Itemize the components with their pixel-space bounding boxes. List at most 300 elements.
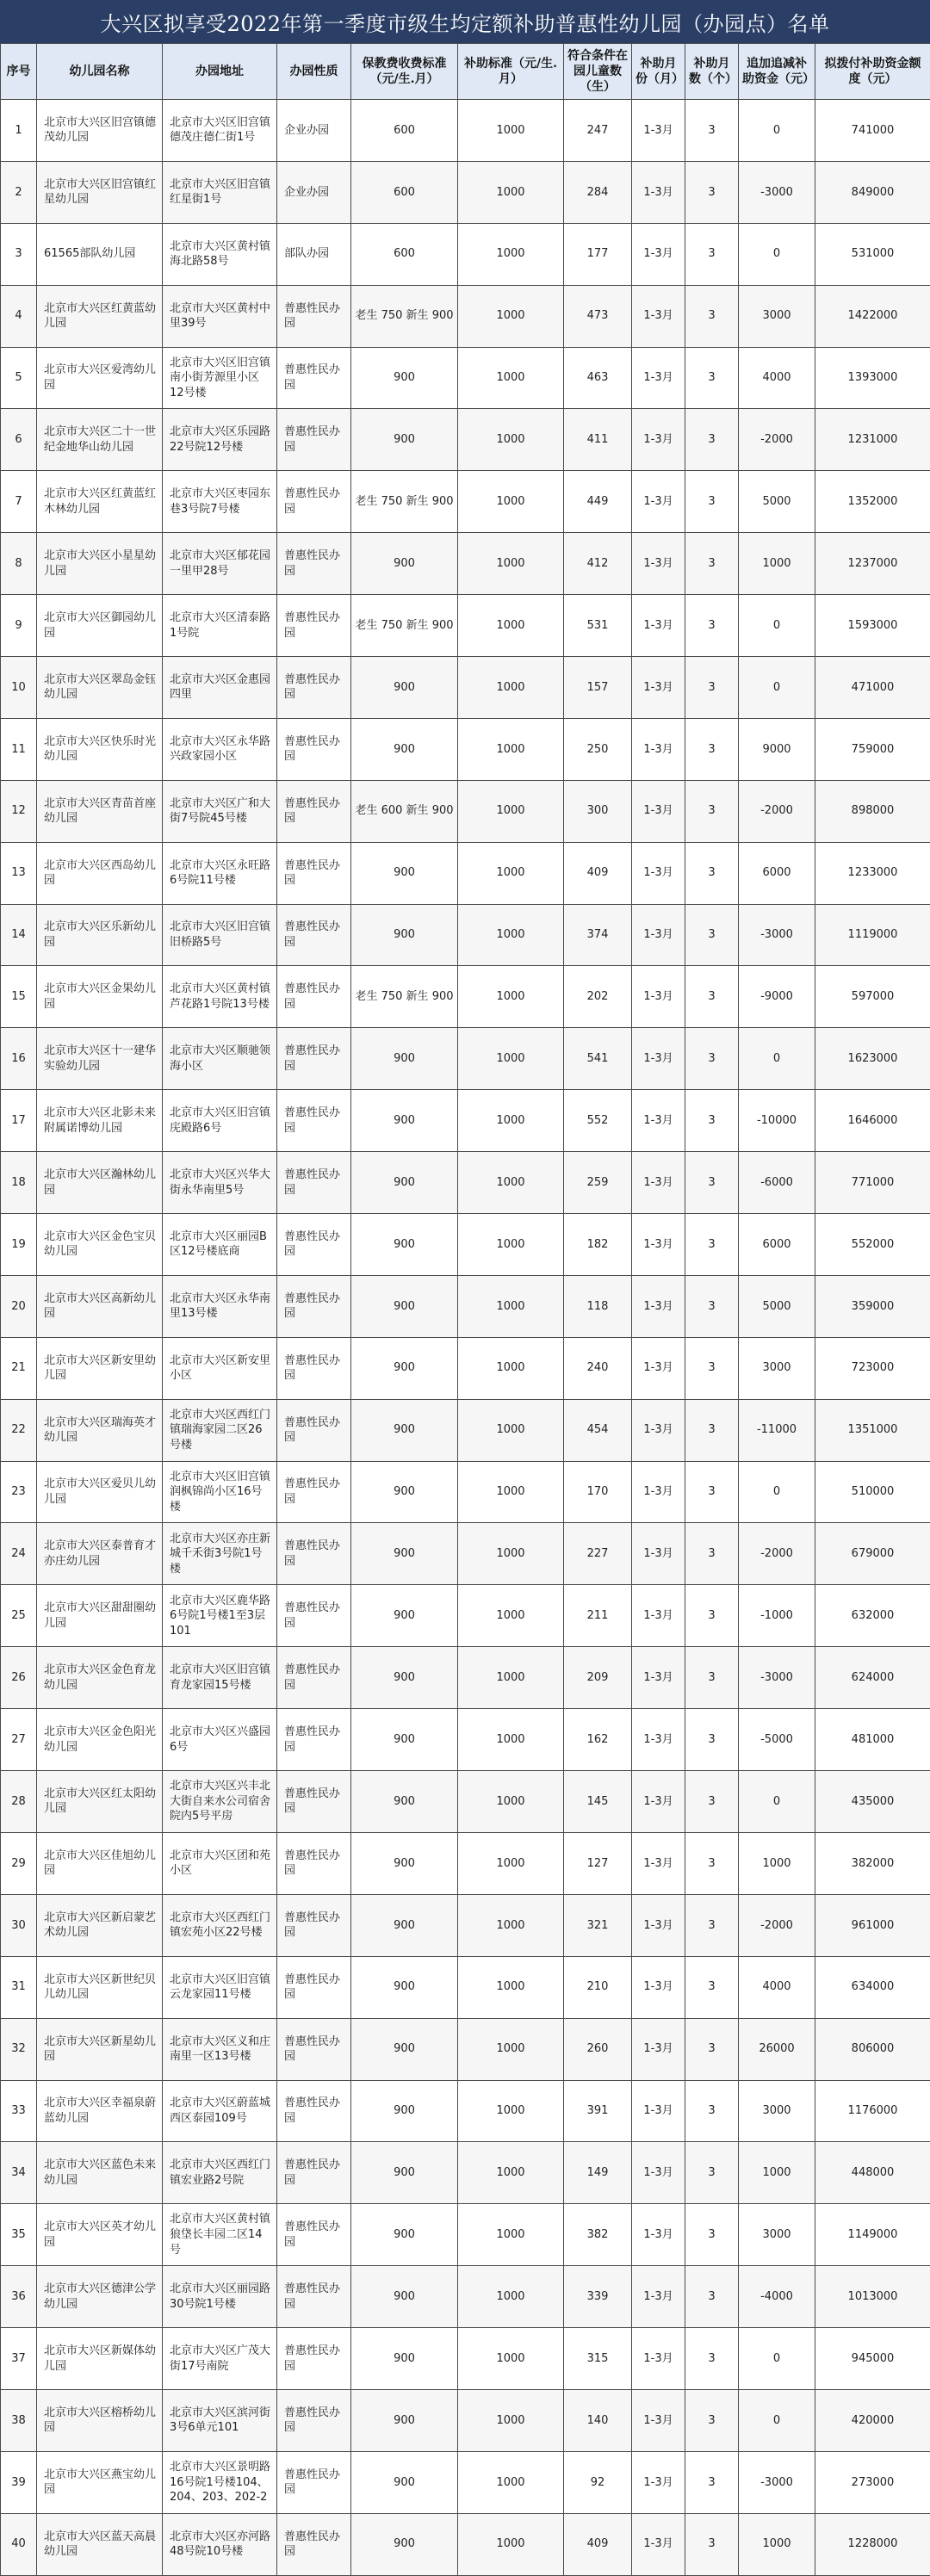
cell-name: 北京市大兴区翠岛金钰幼儿园	[37, 657, 163, 719]
cell-index: 25	[1, 1585, 37, 1647]
cell-total: 961000	[815, 1894, 930, 1956]
table-row	[1, 1832, 930, 1894]
table-row	[1, 161, 930, 223]
cell-index: 31	[1, 1956, 37, 2018]
cell-months: 1-3月	[632, 1090, 685, 1152]
cell-total: 448000	[815, 2142, 930, 2204]
cell-index: 26	[1, 1647, 37, 1709]
cell-index: 24	[1, 1523, 37, 1585]
cell-index: 18	[1, 1152, 37, 1214]
cell-children-count: 211	[564, 1585, 632, 1647]
cell-month-count: 3	[685, 1337, 739, 1399]
table-row	[1, 1956, 930, 2018]
header-total: 拟拨付补助资金额度（元）	[815, 44, 930, 100]
cell-fee-standard: 老生 750 新生 900	[351, 966, 458, 1028]
cell-month-count: 3	[685, 2266, 739, 2328]
cell-months: 1-3月	[632, 1709, 685, 1771]
cell-children-count: 92	[564, 2451, 632, 2513]
cell-subsidy-standard: 1000	[458, 1894, 564, 1956]
cell-fee-standard: 900	[351, 657, 458, 719]
cell-children-count: 382	[564, 2204, 632, 2266]
cell-index: 8	[1, 533, 37, 595]
cell-index: 5	[1, 347, 37, 409]
cell-subsidy-standard: 1000	[458, 2513, 564, 2575]
table-row	[1, 1647, 930, 1709]
cell-address: 北京市大兴区景明路16号院1号楼104、204、203、202-2	[163, 2451, 277, 2513]
cell-index: 16	[1, 1028, 37, 1090]
cell-name: 北京市大兴区金果幼儿园	[37, 966, 163, 1028]
cell-address: 北京市大兴区兴丰北大街自来水公司宿舍院内5号平房	[163, 1771, 277, 1833]
cell-adjustment: 4000	[739, 1956, 815, 2018]
cell-index: 3	[1, 223, 37, 285]
cell-name: 61565部队幼儿园	[37, 223, 163, 285]
cell-type: 普惠性民办园	[277, 1028, 351, 1090]
cell-fee-standard: 900	[351, 1585, 458, 1647]
cell-months: 1-3月	[632, 2018, 685, 2080]
table-row	[1, 780, 930, 842]
cell-adjustment: 0	[739, 657, 815, 719]
cell-subsidy-standard: 1000	[458, 595, 564, 657]
cell-subsidy-standard: 1000	[458, 2389, 564, 2451]
cell-adjustment: 26000	[739, 2018, 815, 2080]
cell-address: 北京市大兴区广和大街7号院45号楼	[163, 780, 277, 842]
cell-month-count: 3	[685, 1461, 739, 1523]
cell-children-count: 118	[564, 1275, 632, 1337]
cell-adjustment: 3000	[739, 285, 815, 347]
cell-month-count: 3	[685, 1090, 739, 1152]
cell-type: 普惠性民办园	[277, 1647, 351, 1709]
cell-name: 北京市大兴区泰普育才亦庄幼儿园	[37, 1523, 163, 1585]
cell-total: 531000	[815, 223, 930, 285]
cell-address: 北京市大兴区乐园路22号院12号楼	[163, 409, 277, 471]
cell-name: 北京市大兴区西岛幼儿园	[37, 842, 163, 904]
cell-fee-standard: 900	[351, 904, 458, 966]
cell-months: 1-3月	[632, 904, 685, 966]
cell-subsidy-standard: 1000	[458, 2142, 564, 2204]
cell-subsidy-standard: 1000	[458, 1832, 564, 1894]
cell-name: 北京市大兴区榕桥幼儿园	[37, 2389, 163, 2451]
cell-children-count: 227	[564, 1523, 632, 1585]
cell-children-count: 240	[564, 1337, 632, 1399]
cell-fee-standard: 900	[351, 842, 458, 904]
cell-fee-standard: 900	[351, 1399, 458, 1461]
cell-index: 22	[1, 1399, 37, 1461]
cell-adjustment: 0	[739, 1771, 815, 1833]
cell-subsidy-standard: 1000	[458, 533, 564, 595]
cell-fee-standard: 900	[351, 1275, 458, 1337]
cell-children-count: 250	[564, 718, 632, 780]
cell-total: 420000	[815, 2389, 930, 2451]
cell-months: 1-3月	[632, 1214, 685, 1276]
cell-index: 35	[1, 2204, 37, 2266]
cell-address: 北京市大兴区永旺路6号院11号楼	[163, 842, 277, 904]
cell-subsidy-standard: 1000	[458, 1956, 564, 2018]
header-months: 补助月份（月）	[632, 44, 685, 100]
cell-name: 北京市大兴区旧宫镇德茂幼儿园	[37, 100, 163, 162]
cell-children-count: 247	[564, 100, 632, 162]
cell-children-count: 300	[564, 780, 632, 842]
cell-address: 北京市大兴区蔚蓝城西区泰园109号	[163, 2080, 277, 2142]
cell-fee-standard: 900	[351, 1461, 458, 1523]
cell-month-count: 3	[685, 966, 739, 1028]
cell-index: 23	[1, 1461, 37, 1523]
cell-name: 北京市大兴区德津公学幼儿园	[37, 2266, 163, 2328]
cell-name: 北京市大兴区快乐时光幼儿园	[37, 718, 163, 780]
cell-subsidy-standard: 1000	[458, 1214, 564, 1276]
cell-adjustment: -10000	[739, 1090, 815, 1152]
cell-month-count: 3	[685, 1647, 739, 1709]
cell-month-count: 3	[685, 2080, 739, 2142]
cell-fee-standard: 900	[351, 2204, 458, 2266]
cell-type: 普惠性民办园	[277, 595, 351, 657]
cell-address: 北京市大兴区鹿华路6号院1号楼1至3层101	[163, 1585, 277, 1647]
table-body	[1, 100, 930, 2576]
table-row	[1, 2204, 930, 2266]
cell-month-count: 3	[685, 409, 739, 471]
cell-name: 北京市大兴区佳旭幼儿园	[37, 1832, 163, 1894]
cell-type: 普惠性民办园	[277, 1523, 351, 1585]
cell-type: 普惠性民办园	[277, 1461, 351, 1523]
cell-fee-standard: 老生 750 新生 900	[351, 285, 458, 347]
cell-total: 1593000	[815, 595, 930, 657]
cell-fee-standard: 900	[351, 1337, 458, 1399]
cell-name: 北京市大兴区新安里幼儿园	[37, 1337, 163, 1399]
cell-adjustment: -9000	[739, 966, 815, 1028]
cell-adjustment: -1000	[739, 1585, 815, 1647]
cell-address: 北京市大兴区旧宫镇旧桥路5号	[163, 904, 277, 966]
cell-children-count: 374	[564, 904, 632, 966]
cell-name: 北京市大兴区金色阳光幼儿园	[37, 1709, 163, 1771]
table-row	[1, 1337, 930, 1399]
cell-subsidy-standard: 1000	[458, 2451, 564, 2513]
cell-children-count: 409	[564, 842, 632, 904]
table-row	[1, 966, 930, 1028]
cell-month-count: 3	[685, 285, 739, 347]
cell-total: 1149000	[815, 2204, 930, 2266]
cell-index: 7	[1, 471, 37, 533]
cell-type: 普惠性民办园	[277, 2204, 351, 2266]
cell-months: 1-3月	[632, 1461, 685, 1523]
cell-index: 1	[1, 100, 37, 162]
cell-total: 771000	[815, 1152, 930, 1214]
cell-index: 30	[1, 1894, 37, 1956]
cell-months: 1-3月	[632, 1585, 685, 1647]
cell-name: 北京市大兴区新星幼儿园	[37, 2018, 163, 2080]
cell-address: 北京市大兴区丽园B区12号楼底商	[163, 1214, 277, 1276]
cell-adjustment: 1000	[739, 2142, 815, 2204]
cell-fee-standard: 900	[351, 2018, 458, 2080]
cell-subsidy-standard: 1000	[458, 409, 564, 471]
cell-index: 21	[1, 1337, 37, 1399]
cell-month-count: 3	[685, 842, 739, 904]
cell-type: 普惠性民办园	[277, 1214, 351, 1276]
cell-total: 1393000	[815, 347, 930, 409]
cell-index: 27	[1, 1709, 37, 1771]
cell-months: 1-3月	[632, 2513, 685, 2575]
cell-total: 1013000	[815, 2266, 930, 2328]
table-row	[1, 904, 930, 966]
cell-address: 北京市大兴区亦庄新城千禾街3号院1号楼	[163, 1523, 277, 1585]
cell-name: 北京市大兴区二十一世纪金地华山幼儿园	[37, 409, 163, 471]
cell-address: 北京市大兴区金惠园四里	[163, 657, 277, 719]
table-row	[1, 1523, 930, 1585]
cell-fee-standard: 900	[351, 1709, 458, 1771]
cell-adjustment: 5000	[739, 471, 815, 533]
cell-month-count: 3	[685, 1894, 739, 1956]
cell-subsidy-standard: 1000	[458, 285, 564, 347]
cell-month-count: 3	[685, 904, 739, 966]
cell-index: 29	[1, 1832, 37, 1894]
cell-type: 普惠性民办园	[277, 1771, 351, 1833]
cell-months: 1-3月	[632, 285, 685, 347]
table-row	[1, 2266, 930, 2328]
cell-type: 普惠性民办园	[277, 2513, 351, 2575]
cell-children-count: 552	[564, 1090, 632, 1152]
cell-month-count: 3	[685, 2328, 739, 2390]
cell-subsidy-standard: 1000	[458, 223, 564, 285]
cell-index: 13	[1, 842, 37, 904]
cell-children-count: 315	[564, 2328, 632, 2390]
cell-months: 1-3月	[632, 161, 685, 223]
cell-month-count: 3	[685, 223, 739, 285]
cell-month-count: 3	[685, 595, 739, 657]
cell-adjustment: 0	[739, 1028, 815, 1090]
cell-type: 普惠性民办园	[277, 1585, 351, 1647]
cell-fee-standard: 900	[351, 409, 458, 471]
cell-subsidy-standard: 1000	[458, 966, 564, 1028]
cell-months: 1-3月	[632, 966, 685, 1028]
cell-adjustment: 3000	[739, 2080, 815, 2142]
cell-name: 北京市大兴区蓝色未来幼儿园	[37, 2142, 163, 2204]
cell-address: 北京市大兴区旧宫镇庑殿路6号	[163, 1090, 277, 1152]
cell-name: 北京市大兴区高新幼儿园	[37, 1275, 163, 1337]
cell-total: 510000	[815, 1461, 930, 1523]
cell-address: 北京市大兴区西红门镇宏苑小区22号楼	[163, 1894, 277, 1956]
table-row	[1, 2513, 930, 2575]
cell-months: 1-3月	[632, 2328, 685, 2390]
cell-total: 679000	[815, 1523, 930, 1585]
cell-name: 北京市大兴区新媒体幼儿园	[37, 2328, 163, 2390]
cell-month-count: 3	[685, 1399, 739, 1461]
cell-name: 北京市大兴区青苗首座幼儿园	[37, 780, 163, 842]
cell-type: 普惠性民办园	[277, 1894, 351, 1956]
cell-type: 普惠性民办园	[277, 285, 351, 347]
cell-index: 39	[1, 2451, 37, 2513]
cell-address: 北京市大兴区新安里小区	[163, 1337, 277, 1399]
cell-address: 北京市大兴区亦河路48号院10号楼	[163, 2513, 277, 2575]
cell-subsidy-standard: 1000	[458, 904, 564, 966]
cell-name: 北京市大兴区燕宝幼儿园	[37, 2451, 163, 2513]
cell-subsidy-standard: 1000	[458, 1152, 564, 1214]
cell-fee-standard: 900	[351, 2513, 458, 2575]
cell-type: 普惠性民办园	[277, 533, 351, 595]
cell-index: 20	[1, 1275, 37, 1337]
cell-adjustment: -2000	[739, 1894, 815, 1956]
cell-month-count: 3	[685, 1152, 739, 1214]
table-row	[1, 1090, 930, 1152]
cell-index: 40	[1, 2513, 37, 2575]
cell-months: 1-3月	[632, 2142, 685, 2204]
cell-months: 1-3月	[632, 223, 685, 285]
cell-name: 北京市大兴区红黄蓝红木林幼儿园	[37, 471, 163, 533]
cell-index: 9	[1, 595, 37, 657]
table-row	[1, 533, 930, 595]
cell-index: 37	[1, 2328, 37, 2390]
cell-months: 1-3月	[632, 2080, 685, 2142]
cell-month-count: 3	[685, 1585, 739, 1647]
cell-subsidy-standard: 1000	[458, 1399, 564, 1461]
cell-type: 普惠性民办园	[277, 471, 351, 533]
cell-name: 北京市大兴区金色育龙幼儿园	[37, 1647, 163, 1709]
cell-total: 624000	[815, 1647, 930, 1709]
cell-subsidy-standard: 1000	[458, 161, 564, 223]
cell-index: 12	[1, 780, 37, 842]
header-children-count: 符合条件在园儿童数（生）	[564, 44, 632, 100]
cell-children-count: 339	[564, 2266, 632, 2328]
cell-index: 6	[1, 409, 37, 471]
cell-adjustment: 3000	[739, 1337, 815, 1399]
cell-children-count: 531	[564, 595, 632, 657]
cell-children-count: 321	[564, 1894, 632, 1956]
cell-type: 普惠性民办园	[277, 966, 351, 1028]
cell-month-count: 3	[685, 2389, 739, 2451]
header-address: 办园地址	[163, 44, 277, 100]
cell-months: 1-3月	[632, 533, 685, 595]
cell-type: 普惠性民办园	[277, 2451, 351, 2513]
cell-index: 32	[1, 2018, 37, 2080]
cell-subsidy-standard: 1000	[458, 657, 564, 719]
cell-children-count: 202	[564, 966, 632, 1028]
cell-address: 北京市大兴区黄村镇芦花路1号院13号楼	[163, 966, 277, 1028]
cell-months: 1-3月	[632, 409, 685, 471]
cell-subsidy-standard: 1000	[458, 2266, 564, 2328]
header-month-count: 补助月数（个）	[685, 44, 739, 100]
cell-fee-standard: 900	[351, 2266, 458, 2328]
cell-total: 759000	[815, 718, 930, 780]
cell-index: 11	[1, 718, 37, 780]
cell-subsidy-standard: 1000	[458, 1461, 564, 1523]
cell-total: 1233000	[815, 842, 930, 904]
cell-months: 1-3月	[632, 1832, 685, 1894]
cell-months: 1-3月	[632, 2389, 685, 2451]
cell-month-count: 3	[685, 1523, 739, 1585]
table-row	[1, 2018, 930, 2080]
cell-fee-standard: 900	[351, 1956, 458, 2018]
cell-fee-standard: 900	[351, 718, 458, 780]
cell-fee-standard: 900	[351, 1771, 458, 1833]
cell-name: 北京市大兴区御园幼儿园	[37, 595, 163, 657]
table-row	[1, 842, 930, 904]
cell-children-count: 140	[564, 2389, 632, 2451]
cell-total: 1351000	[815, 1399, 930, 1461]
cell-children-count: 454	[564, 1399, 632, 1461]
cell-total: 273000	[815, 2451, 930, 2513]
table-row	[1, 1585, 930, 1647]
cell-index: 15	[1, 966, 37, 1028]
cell-adjustment: -3000	[739, 1647, 815, 1709]
table-row	[1, 2451, 930, 2513]
cell-name: 北京市大兴区十一建华实验幼儿园	[37, 1028, 163, 1090]
cell-name: 北京市大兴区瀚林幼儿园	[37, 1152, 163, 1214]
cell-index: 34	[1, 2142, 37, 2204]
cell-month-count: 3	[685, 2513, 739, 2575]
table-row	[1, 471, 930, 533]
page-title: 大兴区拟享受2022年第一季度市级生均定额补助普惠性幼儿园（办园点）名单	[0, 0, 930, 43]
cell-type: 普惠性民办园	[277, 2389, 351, 2451]
cell-total: 632000	[815, 1585, 930, 1647]
cell-index: 14	[1, 904, 37, 966]
cell-month-count: 3	[685, 718, 739, 780]
cell-fee-standard: 900	[351, 2328, 458, 2390]
cell-children-count: 162	[564, 1709, 632, 1771]
cell-total: 552000	[815, 1214, 930, 1276]
cell-name: 北京市大兴区旧宫镇红星幼儿园	[37, 161, 163, 223]
cell-children-count: 463	[564, 347, 632, 409]
cell-subsidy-standard: 1000	[458, 1337, 564, 1399]
cell-subsidy-standard: 1000	[458, 1275, 564, 1337]
table-row	[1, 1894, 930, 1956]
cell-adjustment: 1000	[739, 533, 815, 595]
table-row	[1, 1152, 930, 1214]
cell-adjustment: 4000	[739, 347, 815, 409]
cell-month-count: 3	[685, 2142, 739, 2204]
kindergarten-table	[0, 43, 930, 2576]
cell-address: 北京市大兴区黄村镇狼垡长丰园二区14号	[163, 2204, 277, 2266]
table-row	[1, 1399, 930, 1461]
table-row	[1, 1028, 930, 1090]
cell-fee-standard: 900	[351, 1214, 458, 1276]
cell-children-count: 182	[564, 1214, 632, 1276]
cell-fee-standard: 900	[351, 347, 458, 409]
cell-total: 723000	[815, 1337, 930, 1399]
cell-children-count: 412	[564, 533, 632, 595]
cell-total: 1119000	[815, 904, 930, 966]
table-row	[1, 657, 930, 719]
cell-address: 北京市大兴区永华南里13号楼	[163, 1275, 277, 1337]
cell-index: 38	[1, 2389, 37, 2451]
cell-months: 1-3月	[632, 1152, 685, 1214]
cell-address: 北京市大兴区西红门镇瑞海家园二区26号楼	[163, 1399, 277, 1461]
cell-total: 1646000	[815, 1090, 930, 1152]
cell-month-count: 3	[685, 347, 739, 409]
cell-children-count: 177	[564, 223, 632, 285]
cell-type: 普惠性民办园	[277, 2018, 351, 2080]
table-row	[1, 347, 930, 409]
cell-name: 北京市大兴区北影未来附属诺博幼儿园	[37, 1090, 163, 1152]
cell-fee-standard: 900	[351, 2389, 458, 2451]
cell-total: 1422000	[815, 285, 930, 347]
cell-subsidy-standard: 1000	[458, 842, 564, 904]
cell-children-count: 473	[564, 285, 632, 347]
cell-index: 33	[1, 2080, 37, 2142]
cell-fee-standard: 老生 750 新生 900	[351, 595, 458, 657]
cell-months: 1-3月	[632, 1956, 685, 2018]
header-type: 办园性质	[277, 44, 351, 100]
cell-fee-standard: 900	[351, 1647, 458, 1709]
cell-months: 1-3月	[632, 2266, 685, 2328]
cell-children-count: 409	[564, 2513, 632, 2575]
header-row	[1, 44, 930, 100]
cell-month-count: 3	[685, 1832, 739, 1894]
cell-type: 普惠性民办园	[277, 409, 351, 471]
cell-address: 北京市大兴区丽园路30号院1号楼	[163, 2266, 277, 2328]
cell-address: 北京市大兴区黄村中里39号	[163, 285, 277, 347]
cell-month-count: 3	[685, 471, 739, 533]
cell-name: 北京市大兴区小星星幼儿园	[37, 533, 163, 595]
cell-total: 1352000	[815, 471, 930, 533]
table-row	[1, 1709, 930, 1771]
cell-type: 普惠性民办园	[277, 1275, 351, 1337]
